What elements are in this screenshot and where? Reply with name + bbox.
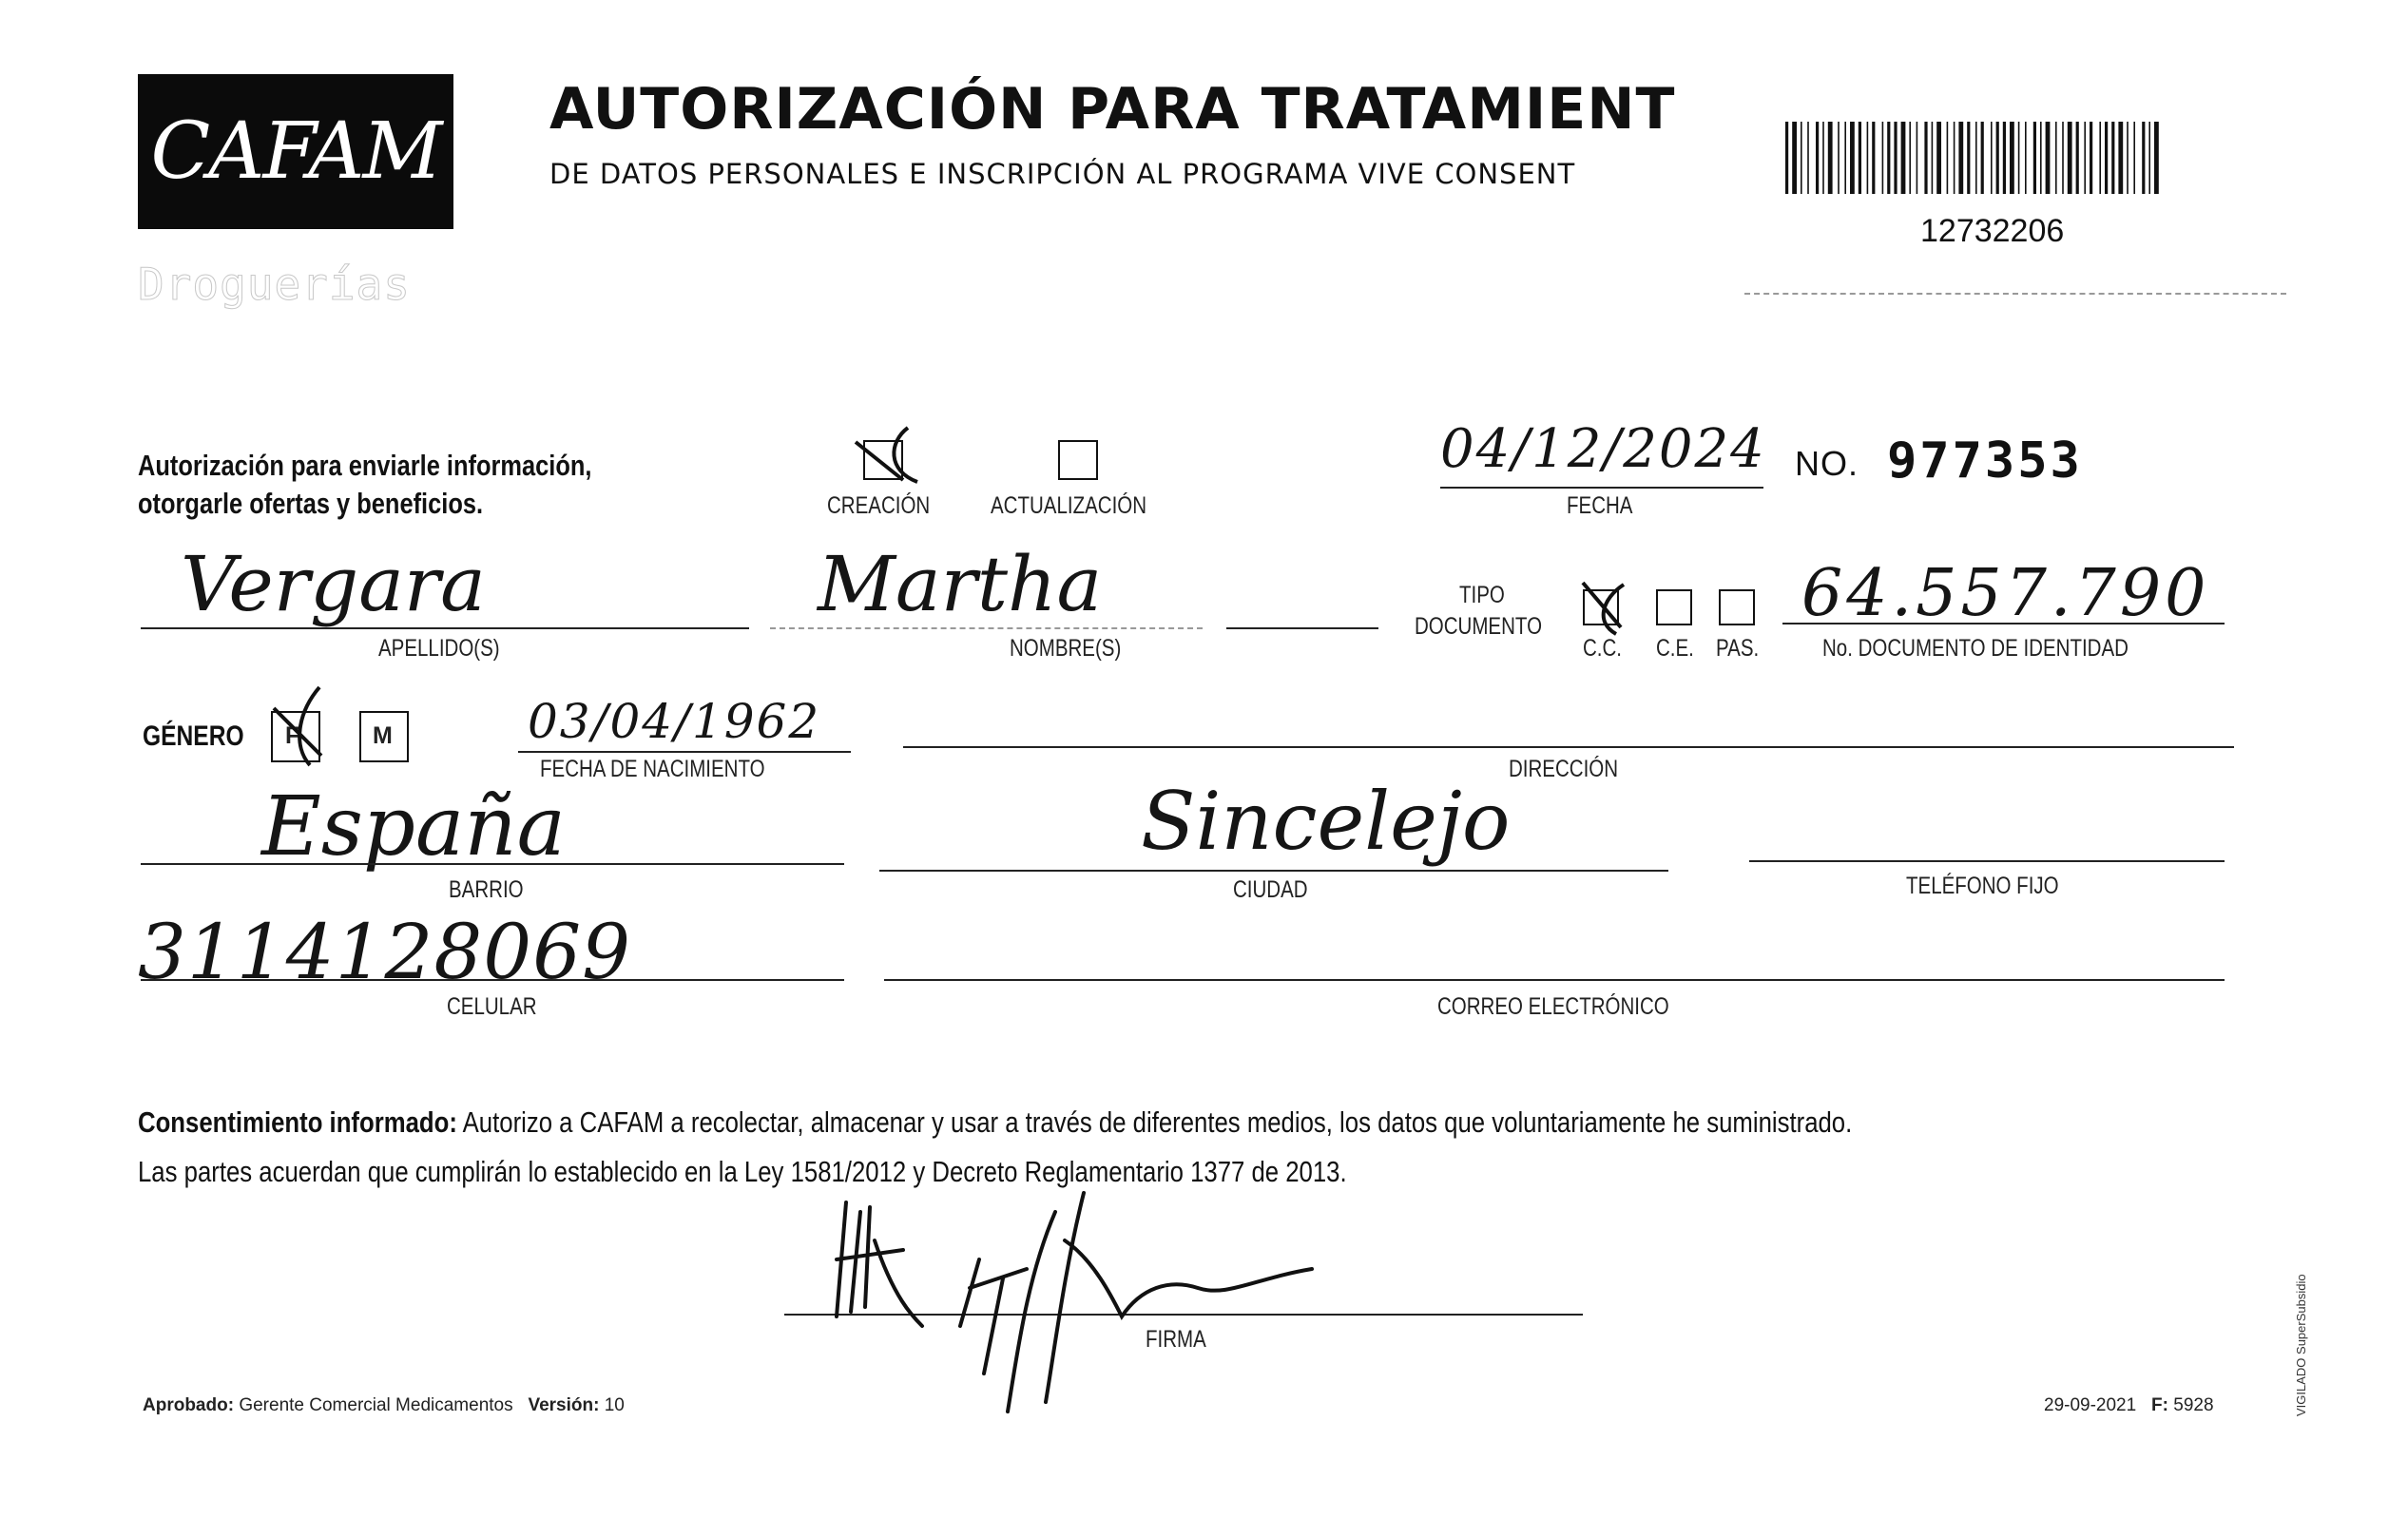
barcode-bar [2148, 122, 2150, 194]
tipo-documento-label-2: DOCUMENTO [1415, 613, 1543, 640]
barcode-bar [2046, 122, 2051, 194]
barcode-bar [2154, 122, 2159, 194]
barcode-bar [2062, 122, 2064, 194]
consent-text-1: Autorizo a CAFAM a recolectar, almacenar y usar a través de diferentes medios, los datos que voluntariamente he suministrado. [456, 1105, 1853, 1139]
firma-label: FIRMA [1146, 1326, 1206, 1353]
ciudad-label: CIUDAD [1233, 876, 1308, 903]
documento-label: No. DOCUMENTO DE IDENTIDAD [1822, 635, 2129, 662]
barcode-bar [2084, 122, 2086, 194]
barcode-bar [2003, 122, 2006, 194]
barcode-bar [2076, 122, 2079, 194]
barcode-bar [1844, 122, 1846, 194]
numero-value: 977353 [1887, 432, 2083, 490]
intro-text [138, 447, 591, 523]
barcode-bar [1828, 122, 1833, 194]
barcode-bar [1850, 122, 1855, 194]
barcode-bar [1882, 122, 1884, 194]
creacion-check-mark [851, 423, 955, 490]
tipo-cc-label: C.C. [1583, 635, 1622, 662]
header-divider [1744, 293, 2286, 295]
barcode-bar [1975, 122, 1977, 194]
consent-line-2: Las partes acuerdan que cumplirán lo establecido en la Ley 1581/2012 y Decreto Reglamentario 1377 de 2013. [138, 1155, 1347, 1188]
barcode-bar [2090, 122, 2092, 194]
barrio-line [141, 863, 844, 865]
tipo-pas-label: PAS. [1716, 635, 1760, 662]
barcode-bar [1981, 122, 1984, 194]
ciudad-value: Sincelejo [1141, 775, 1511, 868]
genero-label: GÉNERO [143, 721, 244, 752]
genero-f-label: F [285, 722, 300, 749]
fecha-label: FECHA [1567, 492, 1633, 519]
barcode-bar [1967, 122, 1970, 194]
version-value: 10 [604, 1395, 625, 1415]
intro-line-1: Autorización para enviarle información, [138, 449, 592, 482]
barcode-bar [1909, 122, 1911, 194]
tipo-cc-check-mark [1578, 575, 1635, 642]
numero-label: NO. [1795, 444, 1859, 483]
logo-subtitle: Droguerías [138, 259, 411, 310]
apellidos-label: APELLIDO(S) [378, 635, 500, 662]
fecha-value: 04/12/2024 [1440, 418, 1766, 480]
barcode-bar [1838, 122, 1840, 194]
barcode-bar [1859, 122, 1861, 194]
barcode-bar [1785, 122, 1788, 194]
barcode-bar [1936, 122, 1941, 194]
barcode-bar [1887, 122, 1890, 194]
genero-m-label: M [373, 722, 393, 749]
barcode-bar [1867, 122, 1869, 194]
barcode-bar [1822, 122, 1824, 194]
barcode-bar [1996, 122, 1999, 194]
nombres-label: NOMBRE(S) [1010, 635, 1122, 662]
documento-line [1782, 623, 2225, 624]
barcode-bar [2105, 122, 2108, 194]
barcode-bar [2099, 122, 2101, 194]
actualizacion-checkbox[interactable] [1058, 440, 1098, 480]
barcode-bar [1894, 122, 1897, 194]
barcode [1785, 122, 2166, 194]
consent-paragraph [138, 1098, 2276, 1197]
tipo-documento-label-1: TIPO [1459, 582, 1505, 608]
consent-heading: Consentimiento informado: [138, 1105, 457, 1139]
barcode-bar [2068, 122, 2072, 194]
direccion-line [903, 746, 2234, 748]
barcode-bar [2127, 122, 2129, 194]
creacion-label: CREACIÓN [827, 492, 931, 519]
fecha-nacimiento-label: FECHA DE NACIMIENTO [540, 756, 765, 782]
tipo-ce-checkbox[interactable] [1656, 589, 1692, 625]
nombres-line-2 [1226, 627, 1378, 629]
barcode-bar [1792, 122, 1797, 194]
barcode-bar [2033, 122, 2036, 194]
barcode-bar [2142, 122, 2145, 194]
celular-label: CELULAR [447, 993, 537, 1020]
nombres-line [770, 627, 1203, 629]
barcode-bar [1932, 122, 1934, 194]
barcode-bar [2025, 122, 2027, 194]
cafam-logo [138, 74, 453, 229]
barcode-bar [2010, 122, 2014, 194]
tipo-ce-label: C.E. [1656, 635, 1694, 662]
ciudad-line [879, 870, 1668, 872]
telefono-fijo-line [1749, 860, 2225, 862]
documento-value: 64.557.790 [1801, 556, 2210, 631]
footer-aprobado [143, 1395, 625, 1416]
barrio-value: España [261, 779, 566, 874]
barcode-bar [1807, 122, 1809, 194]
barcode-bar [1947, 122, 1949, 194]
fecha-nacimiento-line [518, 751, 851, 753]
signature-graphic [780, 1183, 1350, 1421]
logo-text: CAFAM [150, 106, 441, 197]
barcode-bar [2118, 122, 2123, 194]
actualizacion-label: ACTUALIZACIÓN [991, 492, 1147, 519]
barcode-bar [1991, 122, 1993, 194]
form-title: AUTORIZACIÓN PARA TRATAMIENT [549, 76, 1676, 143]
celular-value: 3114128069 [138, 908, 631, 996]
celular-line [141, 979, 844, 981]
barcode-bar [1924, 122, 1927, 194]
apellidos-value: Vergara [181, 540, 486, 628]
barrio-label: BARRIO [449, 876, 524, 903]
barcode-bar [2133, 122, 2135, 194]
apellidos-line [141, 627, 749, 629]
barcode-bar [1954, 122, 1955, 194]
barcode-bar [1958, 122, 1963, 194]
genero-f-check-mark [264, 680, 340, 770]
barcode-bar [2040, 122, 2042, 194]
barcode-bar [1872, 122, 1875, 194]
footer-code-label: F: [2151, 1395, 2168, 1415]
supersubsidio-side-text: VIGILADO SuperSubsidio [2294, 1274, 2308, 1416]
footer-date-code [2044, 1395, 2214, 1416]
telefono-fijo-label: TELÉFONO FIJO [1906, 873, 2059, 899]
barcode-bar [2055, 122, 2057, 194]
footer-date: 29-09-2021 [2044, 1395, 2137, 1415]
footer-code-value: 5928 [2173, 1395, 2214, 1415]
barcode-bar [1917, 122, 1918, 194]
intro-line-2: otorgarle ofertas y beneficios. [138, 487, 484, 520]
tipo-pas-checkbox[interactable] [1719, 589, 1755, 625]
fecha-nacimiento-value: 03/04/1962 [528, 694, 821, 749]
aprobado-label: Aprobado: [143, 1395, 235, 1415]
barcode-bar [2111, 122, 2114, 194]
version-label: Versión: [528, 1395, 600, 1415]
aprobado-value: Gerente Comercial Medicamentos [239, 1395, 513, 1415]
barcode-bar [2018, 122, 2020, 194]
fecha-line [1440, 487, 1763, 489]
barcode-bar [1801, 122, 1802, 194]
consent-line-1 [138, 1098, 2276, 1147]
barcode-number: 12732206 [1920, 213, 2065, 249]
form-subtitle: DE DATOS PERSONALES E INSCRIPCIÓN AL PROGRAMA VIVE CONSENT [549, 158, 1576, 190]
correo-label: CORREO ELECTRÓNICO [1437, 993, 1669, 1020]
correo-line [884, 979, 2225, 981]
barcode-bar [1816, 122, 1819, 194]
barcode-bar [1901, 122, 1906, 194]
direccion-label: DIRECCIÓN [1509, 756, 1619, 782]
nombres-value: Martha [818, 540, 1103, 628]
